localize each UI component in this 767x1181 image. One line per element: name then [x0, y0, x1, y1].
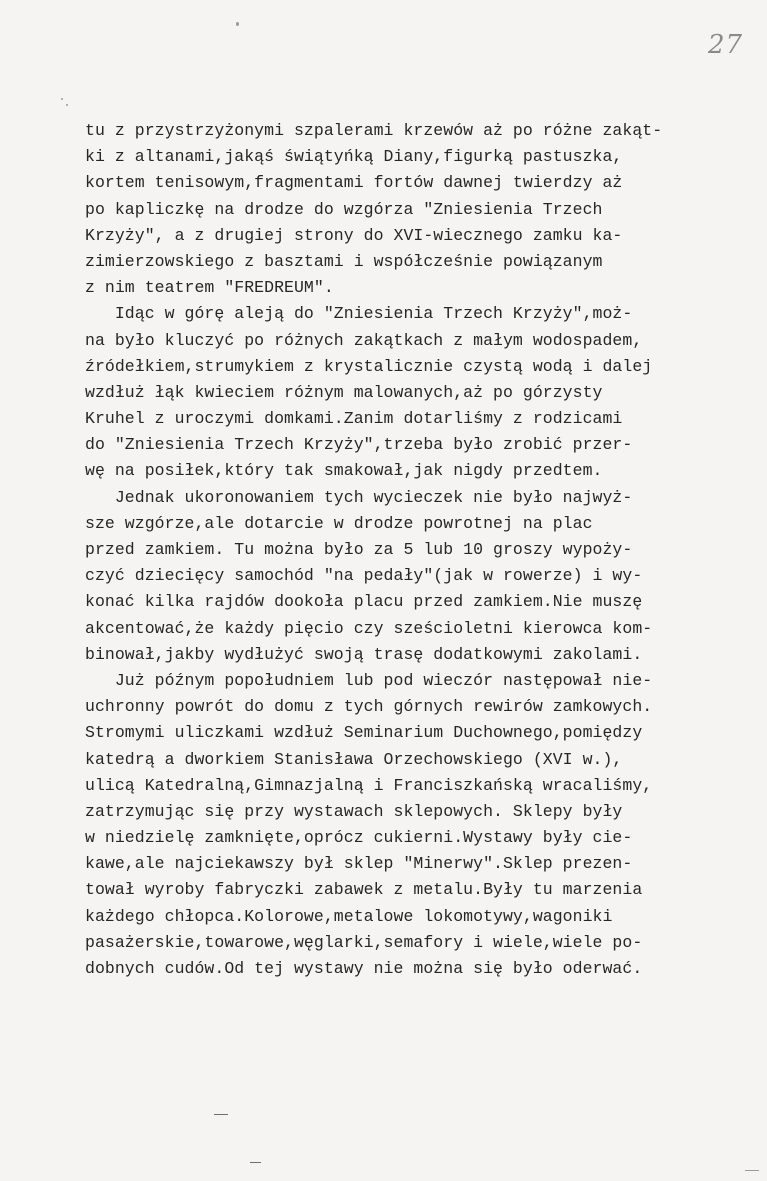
text-line: akcentować,że każdy pięcio czy sześcioletni kierowca kom-	[85, 618, 653, 638]
text-line: Jednak ukoronowaniem tych wycieczek nie było najwyż-	[85, 487, 633, 507]
text-line: Krzyży", a z drugiej strony do XVI-wiecznego zamku ka-	[85, 225, 623, 245]
text-line: dobnych cudów.Od tej wystawy nie można się było oderwać.	[85, 959, 643, 978]
speck-top	[236, 22, 239, 26]
dash-mark	[250, 1162, 261, 1163]
text-line: Kruhel z uroczymi domkami.Zanim dotarliśmy z rodzicami	[85, 409, 623, 429]
text-line: kortem tenisowym,fragmentami fortów dawnej twierdzy aż	[85, 173, 623, 193]
text-line: wę na posiłek,który tak smakował,jak nigdy przedtem.	[85, 461, 603, 481]
text-line: Stromymi uliczkami wzdłuż Seminarium Duchownego,pomiędzy	[85, 723, 643, 743]
text-line: ki z altanami,jakąś świątyńką Diany,figurką pastuszka,	[85, 147, 623, 167]
page-number: 27	[708, 30, 744, 60]
text-line: Idąc w górę aleją do "Zniesienia Trzech Krzyży",moż-	[85, 304, 633, 324]
text-line: każdego chłopca.Kolorowe,metalowe lokomotywy,wagoniki	[85, 906, 613, 926]
text-line: uchronny powrót do domu z tych górnych rewirów zamkowych.	[85, 697, 653, 717]
text-line: zimierzowskiego z basztami i współcześnie powiązanym	[85, 251, 603, 271]
text-line: wzdłuż łąk kwieciem różnym malowanych,aż po górzysty	[85, 382, 603, 402]
text-line: czyć dziecięcy samochód "na pedały"(jak w rowerze) i wy-	[85, 566, 643, 586]
text-line: do "Zniesienia Trzech Krzyży",trzeba było zrobić przer-	[85, 435, 633, 455]
text-line: przed zamkiem. Tu można było za 5 lub 10 groszy wypoży-	[85, 540, 633, 559]
text-line: Już późnym popołudniem lub pod wieczór następował nie-	[85, 670, 653, 690]
text-line: katedrą a dworkiem Stanisława Orzechowskiego (XVI w.),	[85, 749, 623, 769]
text-line: z nim teatrem "FREDREUM".	[85, 278, 334, 298]
text-line: w niedzielę zamknięte,oprócz cukierni.Wystawy były cie-	[85, 828, 633, 848]
corner-mark	[745, 1170, 759, 1177]
speck-left-2	[66, 104, 68, 106]
text-line: tował wyroby fabryczki zabawek z metalu.Były tu marzenia	[85, 880, 643, 900]
speck-left	[61, 98, 63, 100]
text-line: ulicą Katedralną,Gimnazjalną i Franciszkańską wracaliśmy,	[85, 775, 653, 795]
text-line: konać kilka rajdów dookoła placu przed zamkiem.Nie muszę	[85, 592, 643, 612]
text-line: tu z przystrzyżonymi szpalerami krzewów aż po różne zakąt-	[85, 121, 663, 140]
text-line: binował,jakby wydłużyć swoją trasę dodatkowymi zakolami.	[85, 644, 643, 664]
dash-mark	[214, 1114, 228, 1115]
text-line: kawe,ale najciekawszy był sklep "Minerwy".Sklep prezen-	[85, 854, 633, 874]
text-line: źródełkiem,strumykiem z krystalicznie czystą wodą i dalej	[85, 356, 653, 376]
text-line: pasażerskie,towarowe,węglarki,semafory i wiele,wiele po-	[85, 932, 643, 952]
text-line: na było kluczyć po różnych zakątkach z małym wodospadem,	[85, 330, 643, 350]
text-line: sze wzgórze,ale dotarcie w drodze powrotnej na plac	[85, 513, 593, 533]
body-text	[85, 118, 705, 982]
text-line: po kapliczkę na drodze do wzgórza "Zniesienia Trzech	[85, 199, 603, 219]
text-line: zatrzymując się przy wystawach sklepowych. Sklepy były	[85, 801, 623, 821]
